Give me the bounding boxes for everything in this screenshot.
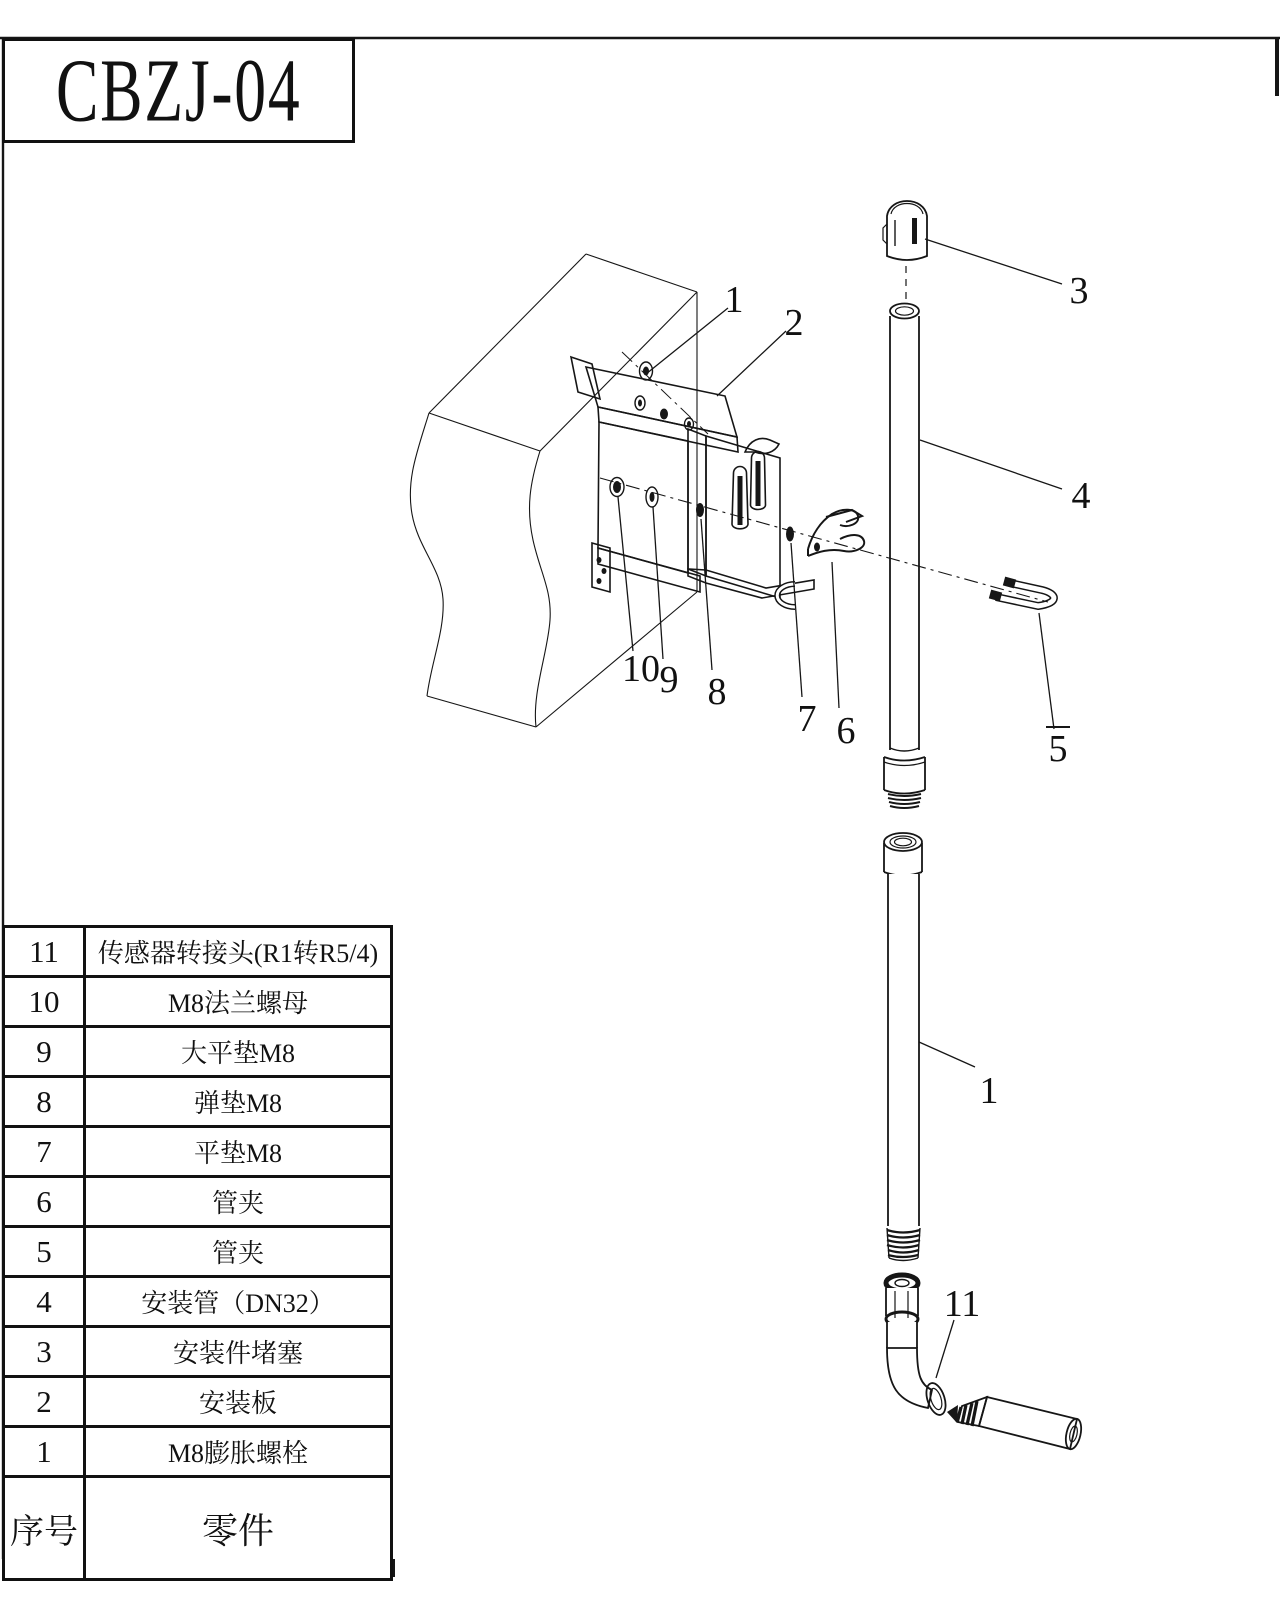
leader-5 [1039,613,1054,729]
wall-break-line-right [529,451,550,727]
part-number: 11 [4,927,85,977]
mounting-plate [571,357,738,592]
table-row [4,1127,392,1177]
part-name: 安装板 [85,1377,392,1427]
part-number: 1 [4,1427,85,1477]
part-number: 6 [4,1177,85,1227]
callout-1-bottom: 1 [979,1070,999,1112]
part-number: 9 [4,1027,85,1077]
leader-7 [791,543,802,697]
pipe-thread [888,794,921,808]
anchor-dot [602,568,607,574]
table-row [4,1377,392,1427]
clamp-bolt [814,543,820,552]
leader-1-bottom [919,1042,975,1067]
elbow-fitting [886,1275,949,1417]
part-number: 4 [4,1277,85,1327]
washer [660,409,668,420]
leader-3 [925,239,1062,284]
part-name: 传感器转接头(R1转R5/4) [85,927,392,977]
header-part: 零件 [85,1477,392,1580]
pipe-lower [884,833,922,1261]
wall-break-line-left [410,413,443,696]
u-bolt-thread [1004,581,1015,584]
pipe-clamp-saddle [808,510,864,556]
callout-11: 11 [943,1283,981,1325]
part-number: 2 [4,1377,85,1427]
callout-3: 3 [1069,270,1089,312]
bracket [688,429,814,607]
table-row [4,927,392,977]
table-row [4,1227,392,1277]
table-row [4,1177,392,1227]
callout-1-top: 1 [724,279,744,321]
callout-5: 5 [1048,728,1068,770]
leader-1-top [646,308,728,374]
sensor [947,1397,1084,1451]
leader-lines [618,239,1062,1378]
part-name: M8法兰螺母 [85,977,392,1027]
callout-10: 10 [622,648,660,690]
part-name: 平垫M8 [85,1127,392,1177]
leader-2 [717,331,786,396]
pipe-thread [887,1230,920,1257]
callout-9: 9 [659,659,679,701]
part-number: 8 [4,1077,85,1127]
callout-7: 7 [797,698,817,740]
title-block [2,38,355,143]
part-name: M8膨胀螺栓 [85,1427,392,1477]
part-number: 3 [4,1327,85,1377]
callout-4: 4 [1071,475,1091,517]
parts-table [2,925,393,1581]
part-number: 7 [4,1127,85,1177]
header-serial: 序号 [4,1477,85,1580]
table-row [4,1427,392,1477]
leader-10 [618,497,633,651]
leader-9 [653,507,663,659]
flat-washer [786,527,794,542]
leader-11 [936,1320,954,1378]
table-row [4,1027,392,1077]
table-row [4,1077,392,1127]
callout-2: 2 [784,302,804,344]
plug-cap [883,201,927,302]
anchor-dot [597,557,602,563]
part-name: 管夹 [85,1177,392,1227]
leader-6 [832,562,839,708]
callout-8: 8 [707,671,727,713]
sensor-tip [947,1405,958,1423]
u-bolt-thread [990,594,1001,597]
table-header-row [4,1477,392,1580]
part-name: 管夹 [85,1227,392,1277]
table-row [4,1277,392,1327]
table-row [4,1327,392,1377]
anchor-dot [597,578,602,584]
part-name: 大平垫M8 [85,1027,392,1077]
part-name: 弹垫M8 [85,1077,392,1127]
drawing-code: CBZJ-04 [55,40,302,141]
pipe-upper [884,304,925,809]
table-row [4,977,392,1027]
callout-6: 6 [836,710,856,752]
part-name: 安装件堵塞 [85,1327,392,1377]
part-number: 10 [4,977,85,1027]
leader-4 [920,440,1062,489]
part-name: 安装管（DN32） [85,1277,392,1327]
part-number: 5 [4,1227,85,1277]
u-bolt [990,581,1054,606]
